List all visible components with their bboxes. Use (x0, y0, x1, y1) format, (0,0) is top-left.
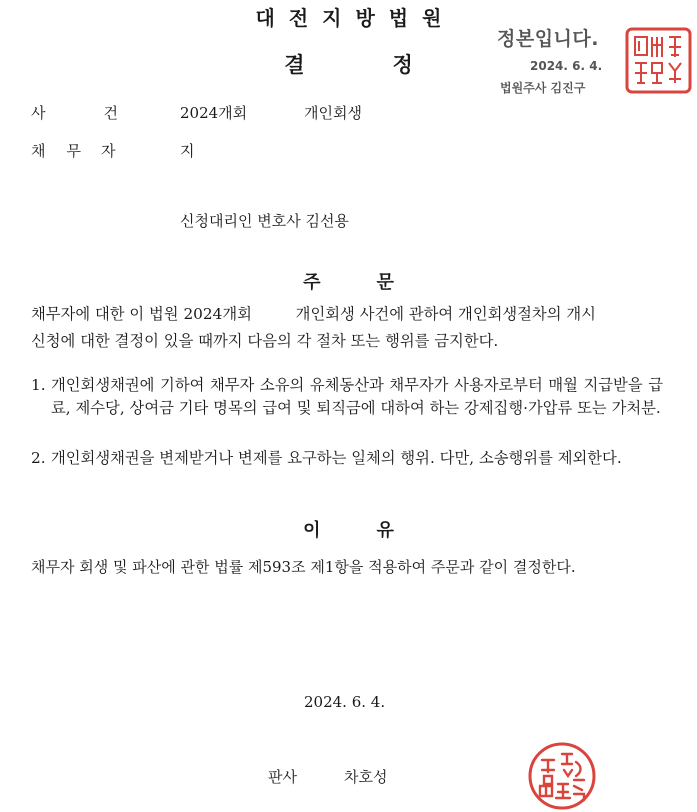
order-item-number: 1. (31, 376, 46, 394)
reason-section-title: 이 유 (303, 520, 394, 541)
judge-name: 차호성 (344, 768, 388, 786)
certification-title: 정본입니다. (497, 28, 599, 50)
decision-date: 2024. 6. 4. (304, 693, 386, 711)
judge-title: 판사 (268, 768, 297, 786)
certification-clerk: 법원주사 김진구 (500, 81, 586, 95)
order-item (31, 447, 663, 470)
document-title-right: 정 (392, 53, 413, 77)
applicant-agent: 신청대리인 변호사 김선용 (180, 212, 349, 230)
case-name: 개인회생 (304, 104, 362, 122)
debtor-name: 지 (180, 142, 195, 160)
document-title-left: 결 (284, 53, 305, 77)
order-intro-line-1: 채무자에 대한 이 법원 2024개회 개인회생 사건에 관하여 개인회생절차의 개시 (31, 305, 596, 323)
case-number: 2024개회 (180, 104, 248, 122)
court-name: 대전지방법원 (255, 6, 456, 30)
certification-date: 2024. 6. 4. (530, 59, 603, 73)
order-section-title: 주 문 (303, 272, 394, 293)
judge-seal (526, 740, 598, 812)
order-intro-line-2: 신청에 대한 결정이 있을 때까지 다음의 각 절차 또는 행위를 금지한다. (31, 332, 499, 350)
order-intro (31, 301, 663, 355)
order-item (31, 374, 663, 420)
court-clerk-seal (625, 27, 692, 94)
label-debtor: 채 무 자 (31, 142, 116, 160)
order-item-text: 개인회생채권을 변제받거나 변제를 요구하는 일체의 행위. 다만, 소송행위를 제외한다. (51, 449, 622, 467)
order-item-number: 2. (31, 449, 46, 467)
reason-text: 채무자 회생 및 파산에 관한 법률 제593조 제1항을 적용하여 주문과 같이 결정한다. (31, 558, 576, 576)
label-case: 사 건 (31, 104, 118, 122)
order-item-text: 개인회생채권에 기하여 채무자 소유의 유체동산과 채무자가 사용자로부터 매월 지급받을 급료, 제수당, 상여금 기타 명목의 급여 및 퇴직금에 대하여 하는 강제집행·가압류 또는 가처분. (51, 376, 663, 417)
